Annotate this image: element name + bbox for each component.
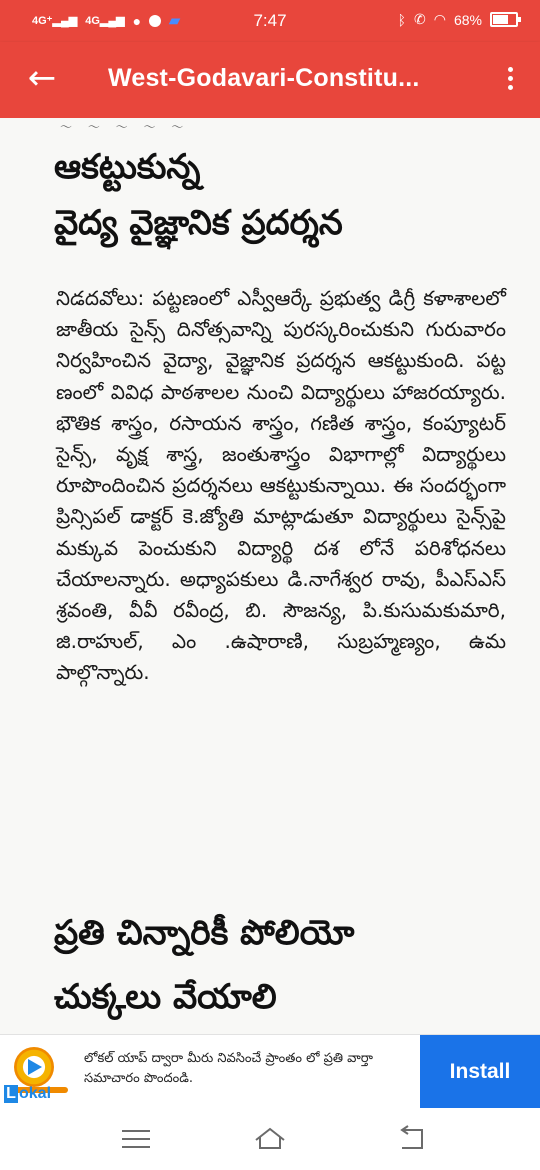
ad-text: లోకల్ యాప్ ద్వారా మీరు నివసించే ప్రాంతం లో ప్రతి వార్తా సమాచారం పొందండి. [84,1051,373,1086]
install-button[interactable]: Install [420,1035,540,1109]
play-icon [28,1059,42,1075]
status-bar [0,0,540,42]
local-app-logo [0,1035,74,1109]
page-title: West-Godavari-Constitu... [108,64,420,92]
call-icon: ✆ [414,11,426,27]
headline-1-line-2: వైద్య వైజ్ఞానిక ప్రదర్శన [54,203,343,243]
home-icon[interactable] [250,1124,290,1154]
bluetooth-icon: ᛒ [397,11,407,28]
headline-1-line-1: ఆకట్టుకున్న [54,147,201,187]
logo-brand-text: L okal [4,1085,51,1103]
status-right [398,11,518,28]
cropped-text-edge: ～ ～ ～ ～ ～ [60,120,190,132]
back-icon[interactable] [392,1124,432,1154]
article-body [56,283,506,689]
article-image[interactable] [0,118,540,1034]
notification-dot-icon: ● [132,12,142,29]
recent-apps-menu-icon[interactable] [116,1124,156,1154]
back-arrow-icon[interactable]: ← [27,58,57,98]
system-nav-bar [0,1108,540,1170]
clock: 7:47 [253,11,287,30]
ad-banner[interactable] [0,1034,540,1109]
headline-2-line-2: చుక్కలు వేయాలి [54,977,277,1017]
app-bar [0,42,540,118]
overflow-menu-icon[interactable] [498,64,522,96]
wifi-icon: ◠ [433,11,446,27]
message-icon: ▰ [169,12,180,28]
battery-percent: 68% [453,11,482,28]
signal-icon-2: 4G▂▄▆ [85,15,125,27]
battery-icon [490,12,518,27]
headline-2-line-1: ప్రతి చిన్నారికీ పోలియో [54,913,355,953]
article-body-text: నిడదవోలు: పట్టణంలో ఎస్వీఆర్కే ప్రభుత్వ డిగ్రీ కళాశాలలో జాతీయ సైన్స్ దినోత్సవాన్ని పురస్కరించుకుని గురువారం నిర్వహించిన వైద్యా, వైజ్ఞానిక ప్రదర్శన ఆకట్టుకుంది. పట్ట ణంలో వివిధ పాఠశాలల నుంచి విద్యార్థులు హాజరయ్యారు. భౌతిక శాస్త్రం, రసాయన శాస్త్రం, గణిత శాస్త్రం, కంప్యూటర్ సైన్స్, వృక్ష శాస్త్ర, జంతుశాస్త్రం విభాగాల్లో విద్యార్థులు రూపొందించిన ప్రదర్శనలు ఆకట్టుకున్నాయి. ఈ సందర్భంగా ప్రిన్సిపల్ డాక్టర్ కె.జ్యోతి మాట్లాడుతూ విద్యార్థులు సైన్స్‌పై మక్కువ పెంచుకుని విద్యార్థి దశ లోనే పరిశోధనలు చేయాలన్నారు. అధ్యాపకులు డి.నాగేశ్వర రావు, పీఎస్ఎస్ శ్రవంతి, వీవీ రవీంద్ర, బి. సౌజన్య, పి.కుసుమకుమారి, జి.రాహుల్, ఎం .ఉషారాణి, సుబ్రహ్మణ్యం, ఉమ పాల్గొన్నారు. [56,286,506,685]
signal-icon: 4G⁺▂▄▆ [32,15,78,27]
